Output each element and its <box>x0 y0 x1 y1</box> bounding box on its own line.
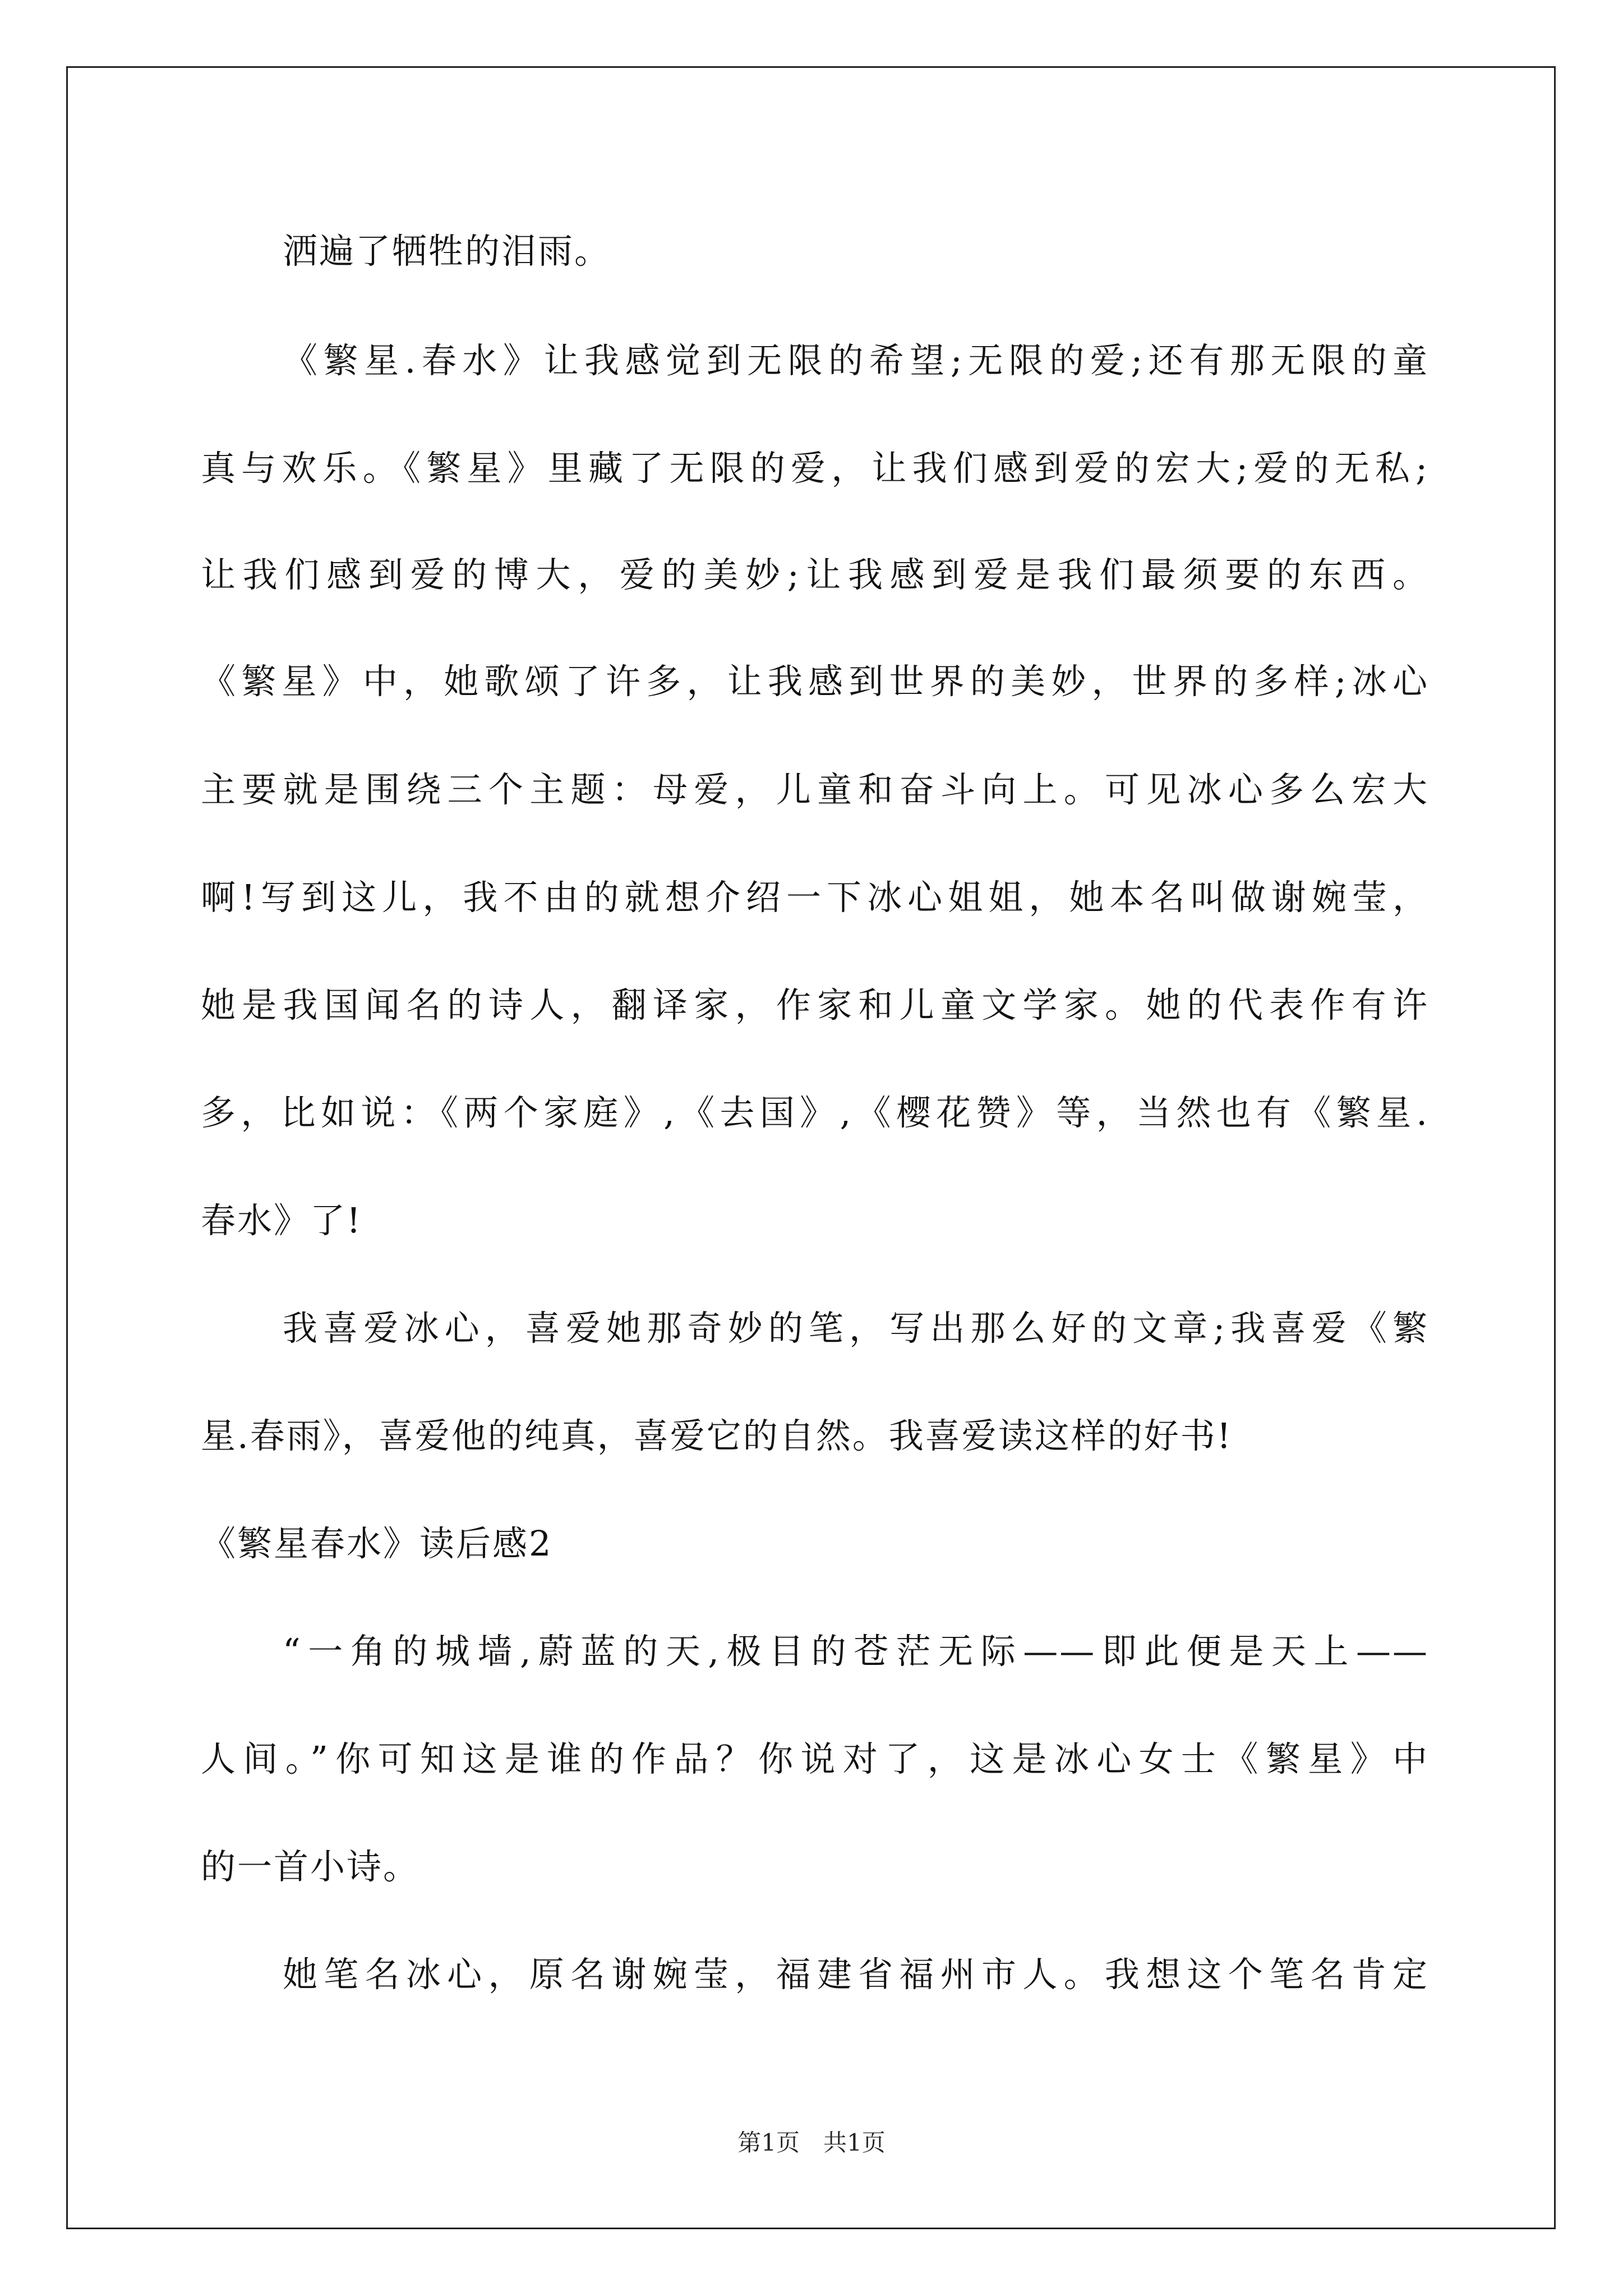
text-line: 让我们感到爱的博大，爱的美妙;让我感到爱是我们最须要的东西。 <box>201 554 1429 595</box>
text-line: 洒遍了牺牲的泪雨。 <box>283 231 611 272</box>
text-line: 人间。”你可知这是谁的作品？你说对了，这是冰心女士《繁星》中 <box>201 1738 1429 1779</box>
text-line: 我喜爱冰心，喜爱她那奇妙的笔，写出那么好的文章;我喜爱《繁 <box>283 1308 1429 1349</box>
text-line: “一角的城墙,蔚蓝的天,极目的苍茫无际——即此便是天上—— <box>283 1631 1429 1672</box>
text-line: 《繁星.春水》让我感觉到无限的希望;无限的爱;还有那无限的童 <box>283 340 1429 381</box>
page-footer: 第1页 共1页 <box>737 2129 886 2156</box>
section-heading: 《繁星春水》读后感2 <box>201 1523 553 1564</box>
text-line: 星.春雨》，喜爱他的纯真，喜爱它的自然。我喜爱读这样的好书! <box>201 1415 1233 1456</box>
page-border <box>66 66 1556 2229</box>
text-line: 的一首小诗。 <box>201 1846 420 1887</box>
text-line: 啊!写到这儿，我不由的就想介绍一下冰心姐姐，她本名叫做谢婉莹， <box>201 877 1429 918</box>
text-line: 真与欢乐。《繁星》里藏了无限的爱，让我们感到爱的宏大;爱的无私; <box>201 448 1429 489</box>
text-line: 多，比如说：《两个家庭》,《去国》,《樱花赞》等，当然也有《繁星. <box>201 1092 1429 1133</box>
text-line: 《繁星》中，她歌颂了许多，让我感到世界的美妙，世界的多样;冰心 <box>201 661 1429 702</box>
text-line: 她笔名冰心，原名谢婉莹，福建省福州市人。我想这个笔名肯定 <box>283 1954 1429 1995</box>
text-line: 她是我国闻名的诗人，翻译家，作家和儿童文学家。她的代表作有许 <box>201 984 1429 1025</box>
text-line: 春水》了! <box>201 1200 362 1241</box>
text-line: 主要就是围绕三个主题：母爱，儿童和奋斗向上。可见冰心多么宏大 <box>201 769 1429 810</box>
